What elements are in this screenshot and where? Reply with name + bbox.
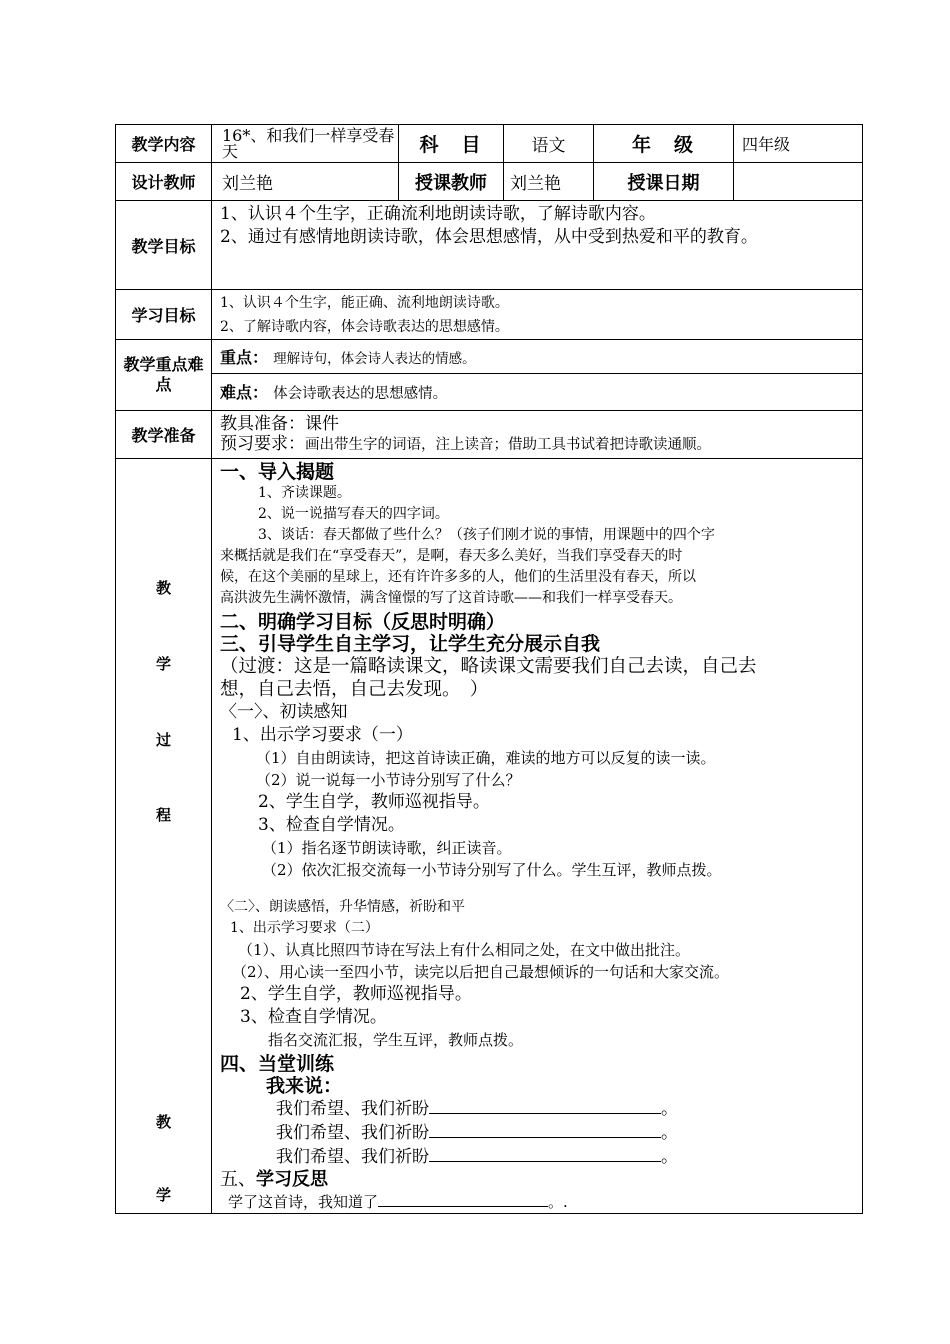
practice-line xyxy=(220,1121,858,1145)
grade-value: 四年级 xyxy=(734,125,863,163)
designer-value: 刘兰艳 xyxy=(212,163,399,201)
practice-line-end: 。 xyxy=(661,1099,678,1119)
section-1-paragraph: 高洪波先生满怀激情，满含憧憬的写了这首诗歌——和我们一样享受春天。 xyxy=(220,590,682,606)
side-char: 教 xyxy=(155,579,171,597)
practice-line-text: 我们希望、我们祈盼 xyxy=(276,1099,429,1119)
practice-line-end: 。 xyxy=(661,1123,678,1143)
subject-label: 科 目 xyxy=(399,125,504,163)
section-3-subtitle: 〈二〉、朗读感悟，升华情感，祈盼和平 xyxy=(220,899,465,915)
section-4-title: 四、当堂训练 xyxy=(220,1053,335,1075)
section-3-item: 3、检查自学情况。 xyxy=(240,1007,387,1027)
teaching-goals-content xyxy=(212,201,863,290)
section-3-item: 1、出示学习要求（二） xyxy=(230,920,379,936)
side-char: 过 xyxy=(155,731,171,749)
side-char: 教 xyxy=(155,1113,171,1131)
learning-goals-label: 学习目标 xyxy=(116,290,212,340)
answer-blank[interactable] xyxy=(429,1145,661,1162)
section-3-item: （1）指名逐节朗读诗歌，纠正读音。 xyxy=(262,839,512,857)
section-1-title: 一、导入揭题 xyxy=(220,461,335,483)
learning-goal-item: 2、了解诗歌内容，体会诗歌表达的思想感情。 xyxy=(220,318,509,335)
section-3-subtitle: 〈一〉、初读感知 xyxy=(220,702,348,722)
lesson-plan-table xyxy=(115,124,863,1214)
teaching-goal-item: 2、通过有感情地朗读诗歌，体会思想感情，从中受到热爱和平的教育。 xyxy=(220,227,758,247)
teaching-goal-item: 1、认识４个生字，正确流利地朗读诗歌，了解诗歌内容。 xyxy=(220,204,656,224)
row-key-points xyxy=(116,340,863,411)
row-preparation xyxy=(116,411,863,459)
difficult-point-text: 体会诗歌表达的思想感情。 xyxy=(273,386,448,403)
teacher-label: 授课教师 xyxy=(399,163,504,201)
section-3-item: 2、学生自学，教师巡视指导。 xyxy=(240,984,472,1004)
row-content xyxy=(116,125,863,163)
section-3-item: （2）、用心读一至四小节，读完以后把自己最想倾诉的一句话和大家交流。 xyxy=(232,963,730,981)
section-1-line: 2、说一说描写春天的四字词。 xyxy=(258,506,449,522)
reflection-line xyxy=(220,1191,858,1213)
row-learning-goals xyxy=(116,290,863,340)
section-3-item: （1）自由朗读诗，把这首诗读正确，难读的地方可以反复的读一读。 xyxy=(256,749,716,767)
answer-blank[interactable] xyxy=(429,1097,661,1114)
difficult-point-row xyxy=(212,373,862,410)
side-char: 学 xyxy=(155,1186,171,1204)
reflection-text: 学了这首诗，我知道了 xyxy=(228,1193,379,1211)
process-content xyxy=(212,459,863,1214)
section-3-item: 2、学生自学，教师巡视指导。 xyxy=(258,792,490,812)
practice-line xyxy=(220,1145,858,1169)
subject-value: 语文 xyxy=(504,125,594,163)
reflection-blank[interactable] xyxy=(378,1192,548,1207)
section-2-title: 二、明确学习目标（反思时明确） xyxy=(220,611,506,633)
section-5-title-text: 学习反思 xyxy=(256,1169,328,1190)
section-1-paragraph: 来概括就是我们在“享受春天”，是啊，春天多么美好，当我们享受春天的时 xyxy=(220,548,683,564)
section-1-line: 1、齐读课题。 xyxy=(258,485,351,501)
reflection-end: 。. xyxy=(548,1193,568,1211)
section-1-paragraph: 3、谈话：春天都做了些什么？（孩子们刚才说的事情，用课题中的四个字 xyxy=(258,527,715,543)
section-5-title xyxy=(220,1169,858,1191)
teacher-value: 刘兰艳 xyxy=(504,163,594,201)
practice-line-text: 我们希望、我们祈盼 xyxy=(276,1147,429,1167)
side-char: 学 xyxy=(155,655,171,673)
preview-label: 预习要求： xyxy=(220,434,305,454)
section-3-transition: 想，自己去悟，自己去发现。 ） xyxy=(220,679,489,700)
preparation-label: 教学准备 xyxy=(116,411,212,459)
section-3-title: 三、引导学生自主学习，让学生充分展示自我 xyxy=(220,633,601,655)
date-label: 授课日期 xyxy=(594,163,734,201)
practice-line-text: 我们希望、我们祈盼 xyxy=(276,1123,429,1143)
key-point-row xyxy=(212,340,862,373)
tools-text: 教具准备：课件 xyxy=(220,414,339,434)
side-char: 程 xyxy=(155,806,171,824)
section-3-item: 1、出示学习要求（一） xyxy=(232,725,413,745)
content-label: 教学内容 xyxy=(116,125,212,163)
section-4-subtitle: 我来说： xyxy=(266,1075,343,1097)
learning-goal-item: 1、认识４个生字，能正确、流利地朗读诗歌。 xyxy=(220,294,509,311)
key-point-text: 理解诗句，体会诗人表达的情感。 xyxy=(273,350,476,367)
section-3-item: 3、检查自学情况。 xyxy=(258,815,405,835)
row-teaching-goals xyxy=(116,201,863,290)
section-3-item: 指名交流汇报，学生互评，教师点拨。 xyxy=(268,1031,524,1049)
section-1-paragraph: 候，在这个美丽的星球上，还有许许多多的人，他们的生活里没有春天，所以 xyxy=(220,569,696,585)
section-3-item: （2）依次汇报交流每一小节诗分别写了什么。学生互评，教师点拨。 xyxy=(262,861,722,879)
section-3-transition: （过渡：这是一篇略读课文，略读课文需要我们自己去读，自己去 xyxy=(220,656,757,677)
date-value xyxy=(734,163,863,201)
section-3-item: （2）说一说每一小节诗分别写了什么？ xyxy=(256,771,521,789)
preview-text: 画出带生字的词语，注上读音；借助工具书试着把诗歌读通顺。 xyxy=(305,437,711,453)
section-5-number: 五、 xyxy=(220,1169,256,1190)
lesson-title: 16*、和我们一样享受春天 xyxy=(212,125,399,163)
section-3-item: （1）、认真比照四节诗在写法上有什么相同之处，在文中做出批注。 xyxy=(238,941,691,959)
row-teacher xyxy=(116,163,863,201)
key-points-label: 教学重点难点 xyxy=(116,340,212,411)
teaching-goals-label: 教学目标 xyxy=(116,201,212,290)
row-process xyxy=(116,459,863,1214)
answer-blank[interactable] xyxy=(429,1121,661,1138)
key-points-content xyxy=(212,340,863,411)
designer-label: 设计教师 xyxy=(116,163,212,201)
process-side-label xyxy=(116,459,212,1214)
practice-line xyxy=(220,1097,858,1121)
difficult-point-label: 难点： xyxy=(220,383,269,403)
learning-goals-content xyxy=(212,290,863,340)
grade-label: 年 级 xyxy=(594,125,734,163)
preparation-content xyxy=(212,411,863,459)
key-point-label: 重点： xyxy=(220,347,269,367)
practice-line-end: 。 xyxy=(661,1147,678,1167)
